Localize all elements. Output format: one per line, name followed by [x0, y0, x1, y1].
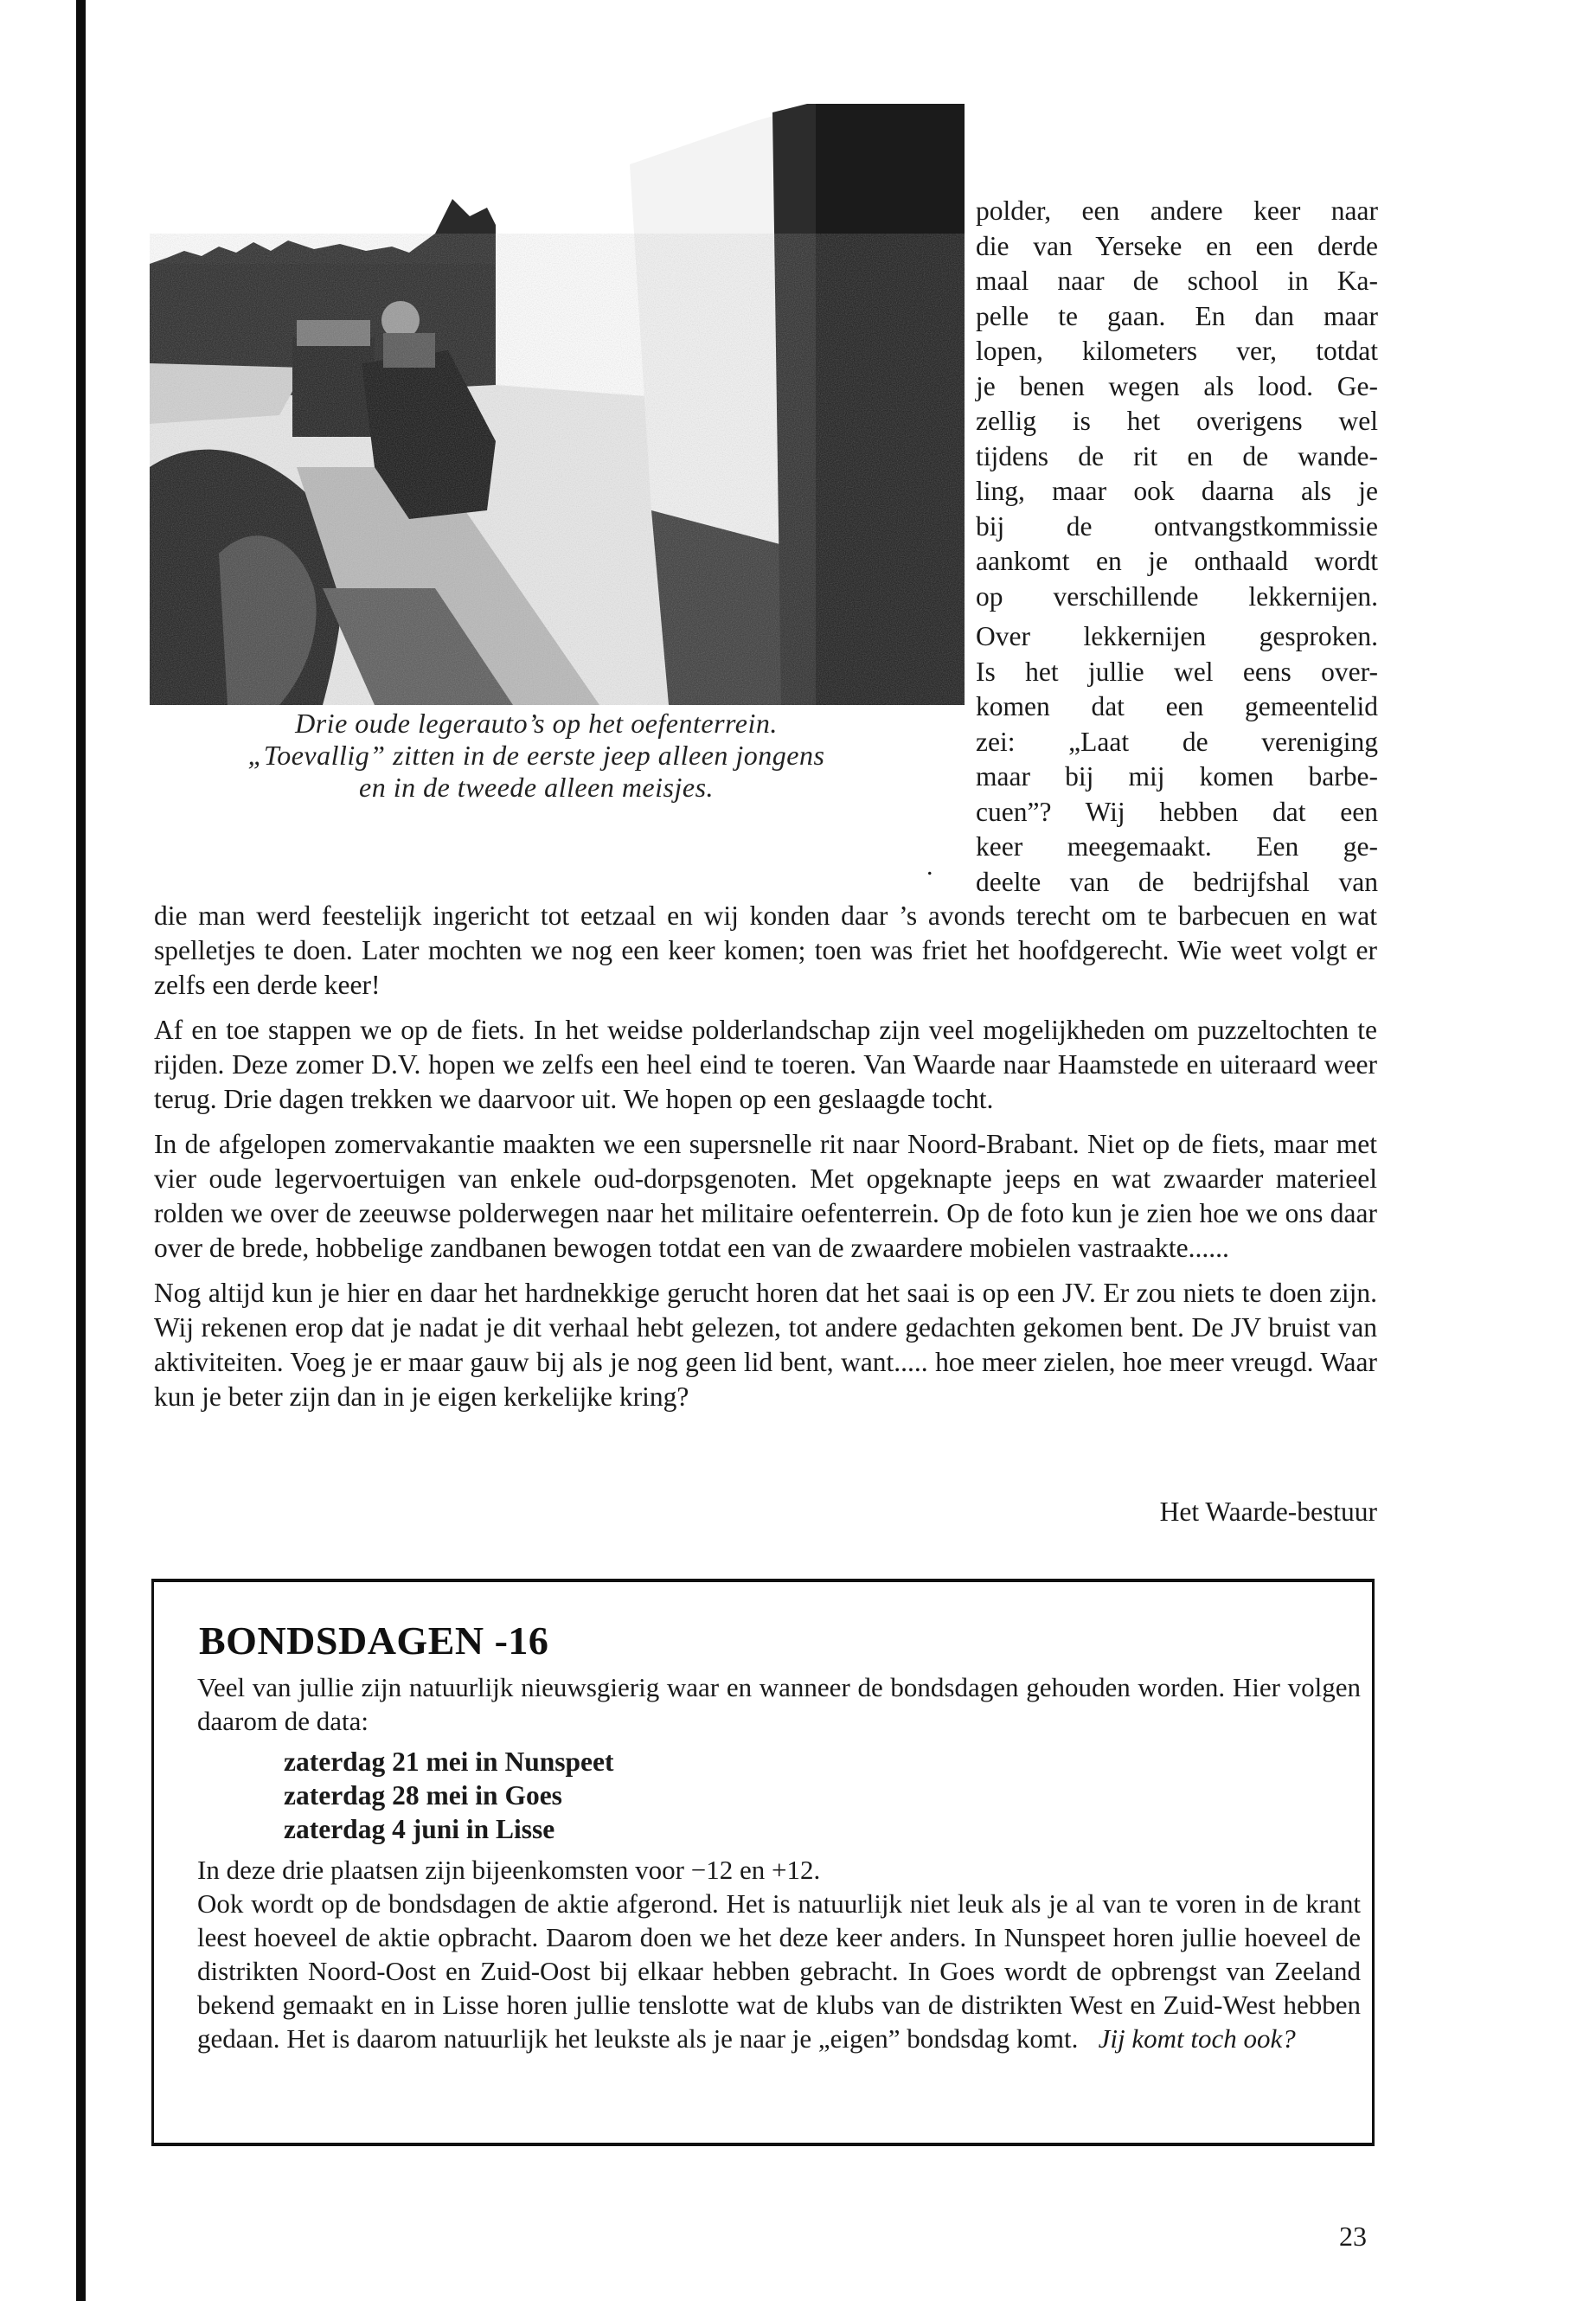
text-line: Over lekkernijen gesproken.: [976, 621, 1378, 651]
box-aktie-text: Ook wordt op de bondsdagen de aktie afgerond. Het is natuurlijk niet leuk als je al van te voren in de krant leest hoeveel de aktie opbracht. Daarom doen we het deze keer anders. In Nunspeet horen jullie hoeveel de distrikten Noord-Oost en Zuid-Oost bij elkaar hebben gebracht. In Goes wordt de opbrengst van Zeeland bekend gemaakt en in Lisse horen jullie tenslotte wat de klubs van de distrikten West en Zuid-West hebben gedaan. Het is daarom natuurlijk het leukste als je naar je „eigen” bondsdag komt.: [197, 1888, 1361, 2054]
caption-line-3: en in de tweede alleen meisjes.: [358, 772, 715, 803]
photo-image: [150, 104, 965, 705]
box-aktie: [197, 1887, 1361, 2055]
text-line: zei: „Laat de vereniging: [976, 726, 1378, 757]
text-line: lopen, kilometers ver, totdat: [976, 336, 1378, 366]
text-line: die van Yerseke en een derde: [976, 230, 1378, 261]
page-edge-rule: [76, 0, 86, 2301]
page-number: 23: [1339, 2221, 1367, 2252]
text-line: bij de ontvangstkommissie: [976, 510, 1378, 542]
date-item: zaterdag 21 mei in Nunspeet: [284, 1747, 614, 1777]
text-line: op verschillende lekkernijen.: [976, 580, 1378, 612]
paragraph-zomervakantie: In de afgelopen zomervakantie maakten we een supersnelle rit naar Noord-Brabant. Niet op de fiets, maar met vier oude legervoertuigen van enkele oud-dorpsgenoten. Met opgeknapte jeeps en wat zwaarder materieel rolden we over de zeeuwse polderwegen naar het militaire oefenterrein. Op de foto kun je zien hoe we ons daar over de brede, hobbelige zandbanen bewogen totdat een van de zwaardere mobielen vastraakte......: [154, 1129, 1377, 1263]
box-title: BONDSDAGEN -16: [199, 1618, 549, 1663]
text-line: deelte van de bedrijfshal van: [976, 866, 1378, 897]
date-item: zaterdag 4 juni in Lisse: [284, 1814, 555, 1844]
text-line: zellig is het overigens wel: [976, 406, 1378, 436]
box-meetings: In deze drie plaatsen zijn bijeenkomsten voor −12 en +12.: [197, 1855, 821, 1885]
paragraph-barbecue: die man werd feestelijk ingericht tot eetzaal en wij konden daar ’s avonds terecht om te barbecuen en wat spelletjes te doen. Later mochten we nog een keer komen; toen was friet het hoofdgerecht. Wie weet volgt er zelfs een derde keer!: [154, 901, 1377, 1000]
text-line: ling, maar ook daarna als je: [976, 476, 1378, 506]
signature: Het Waarde-bestuur: [1159, 1497, 1377, 1527]
bondsdagen-box: [151, 1579, 1375, 2146]
text-line: polder, een andere keer naar: [976, 195, 1378, 226]
caption-line-2: „Toevallig” zitten in de eerste jeep alleen jongens: [247, 740, 825, 771]
date-list: [284, 1745, 1361, 1846]
paragraph-trips: [976, 194, 1378, 614]
stray-dot: .: [926, 852, 933, 881]
paragraph-jv: Nog altijd kun je hier en daar het hardnekkige gerucht horen dat het saai is op een JV. Er zou niets te doen zijn. Wij rekenen erop dat je nadat je dit verhaal hebt gelezen, tot andere gedachten gekomen bent. De JV bruist van aktiviteiten. Voeg je er maar gauw bij als je nog geen lid bent, want..... hoe meer zielen, hoe meer vreugd. Waar kun je beter zijn dan in je eigen kerkelijke kring?: [154, 1278, 1377, 1412]
box-intro: Veel van jullie zijn natuurlijk nieuwsgierig waar en wanneer de bondsdagen gehouden worden. Hier volgen daarom de data:: [197, 1672, 1361, 1736]
right-column-text: [976, 194, 1378, 900]
text-line: je benen wegen als lood. Ge-: [976, 370, 1378, 401]
text-line: maal naar de school in Ka-: [976, 266, 1378, 296]
text-line: maar bij mij komen barbe-: [976, 761, 1378, 792]
photo-caption: [130, 708, 943, 804]
text-line: keer meegemaakt. Een ge-: [976, 831, 1378, 862]
paragraph-lekkernijen: [976, 619, 1378, 900]
text-line: komen dat een gemeentelid: [976, 691, 1378, 721]
caption-line-1: Drie oude legerauto’s op het oefenterrein.: [295, 708, 778, 739]
text-line: Is het jullie wel eens over-: [976, 656, 1378, 687]
body-text: [154, 899, 1377, 1414]
paragraph-fiets: Af en toe stappen we op de fiets. In het weidse polderlandschap zijn veel mogelijkheden om puzzeltochten te rijden. Deze zomer D.V. hopen we zelfs een heel eind te toeren. Van Waarde naar Haamstede en uiteraard weer terug. Drie dagen trekken we daarvoor uit. We hopen op een geslaagde tocht.: [154, 1015, 1377, 1114]
text-line: cuen”? Wij hebben dat een: [976, 796, 1378, 827]
text-line: tijdens de rit en de wande-: [976, 440, 1378, 471]
photo-army-vehicles: [150, 104, 965, 705]
date-item: zaterdag 28 mei in Goes: [284, 1780, 562, 1811]
box-closing: Jij komt toch ook?: [1098, 2023, 1296, 2054]
text-line: aankomt en je onthaald wordt: [976, 546, 1378, 576]
text-line: pelle te gaan. En dan maar: [976, 300, 1378, 331]
